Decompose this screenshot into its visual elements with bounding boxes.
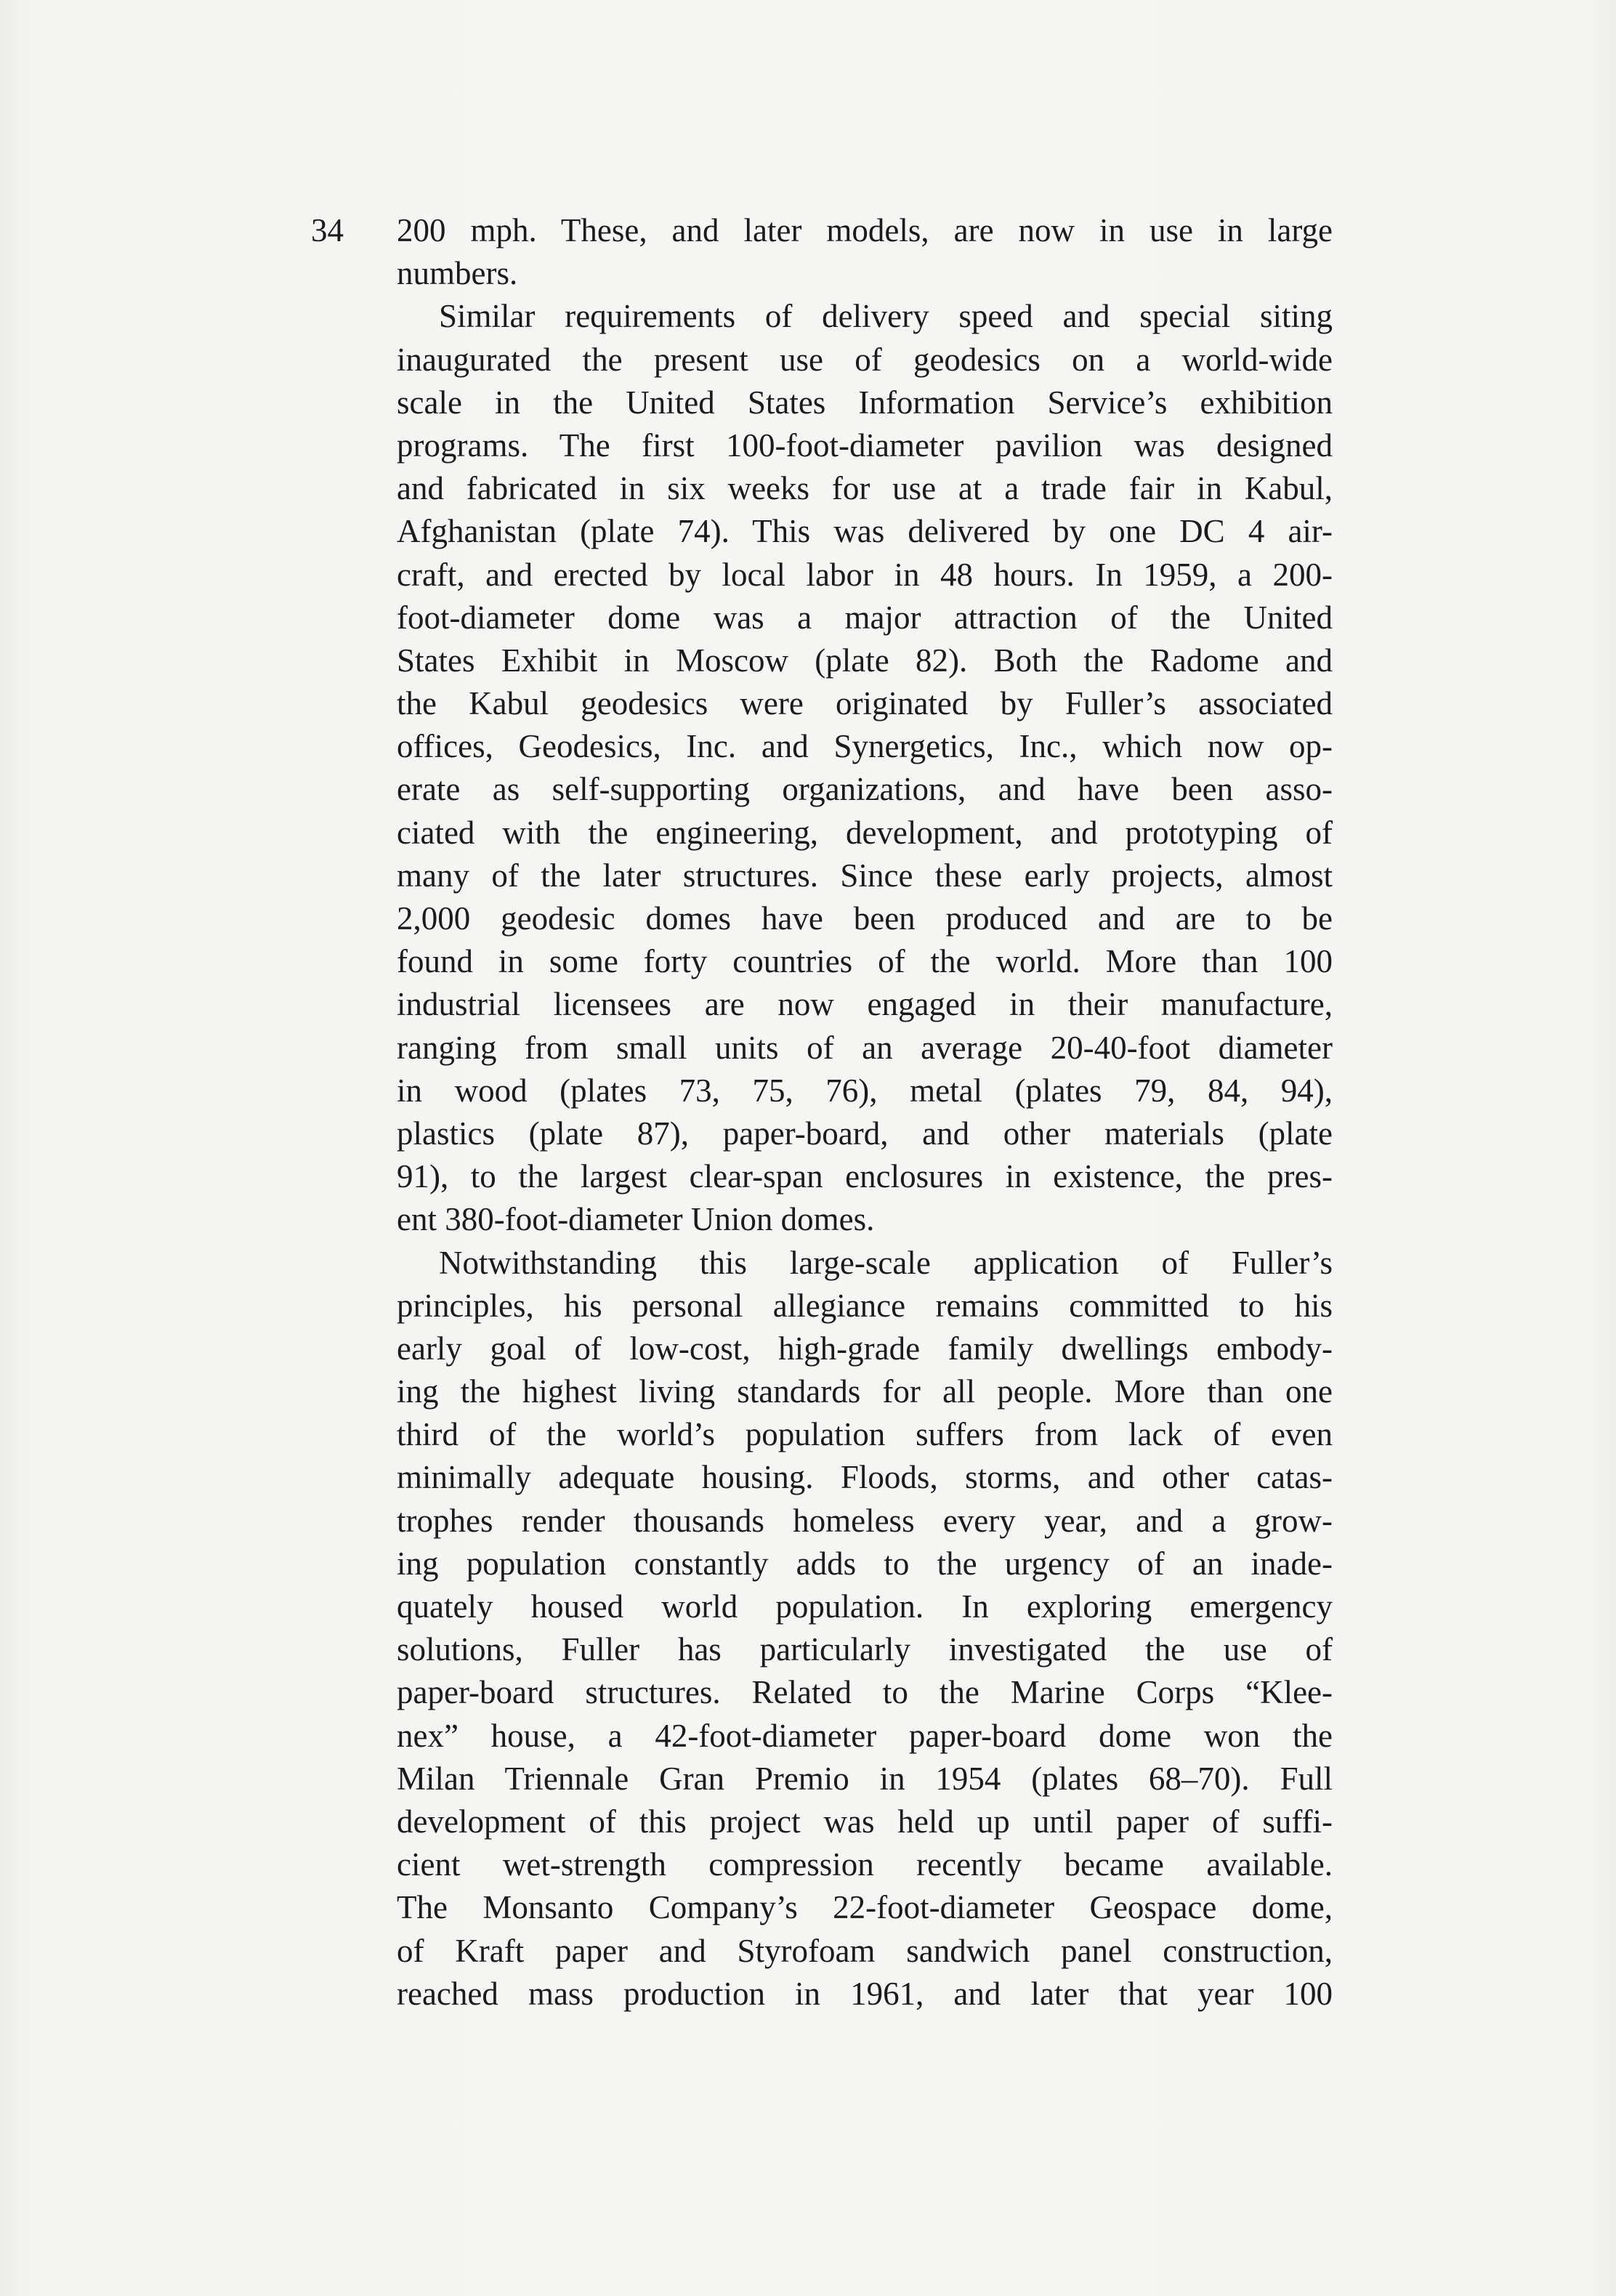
text-line: ing the highest living standards for all people. More than one <box>397 1373 1333 1410</box>
text-line: Milan Triennale Gran Premio in 1954 (plates 68–70). Full <box>397 1760 1333 1797</box>
text-line: development of this project was held up until paper of suffi- <box>397 1803 1333 1840</box>
text-line: reached mass production in 1961, and later that year 100 <box>397 1975 1333 2012</box>
text-line: the Kabul geodesics were originated by Fuller’s associated <box>397 685 1333 722</box>
text-line: ent 380-foot-diameter Union domes. <box>397 1201 875 1238</box>
text-line: The Monsanto Company’s 22-foot-diameter Geospace dome, <box>397 1889 1333 1926</box>
text-line: Similar requirements of delivery speed and special siting <box>439 298 1333 335</box>
page-number: 34 <box>311 212 344 248</box>
text-line: solutions, Fuller has particularly investigated the use of <box>397 1631 1333 1668</box>
text-line: 91), to the largest clear-span enclosures in existence, the pres- <box>397 1158 1333 1195</box>
paragraph <box>397 295 1333 1241</box>
text-line: offices, Geodesics, Inc. and Synergetics, Inc., which now op- <box>397 728 1333 765</box>
body-text <box>397 209 1333 2016</box>
text-line: principles, his personal allegiance remains committed to his <box>397 1287 1333 1324</box>
text-line: minimally adequate housing. Floods, storms, and other catas- <box>397 1459 1333 1496</box>
text-line: and fabricated in six weeks for use at a trade fair in Kabul, <box>397 470 1333 507</box>
text-line: of Kraft paper and Styrofoam sandwich panel construction, <box>397 1932 1333 1969</box>
text-line: trophes render thousands homeless every year, and a grow- <box>397 1502 1333 1539</box>
text-line: ranging from small units of an average 20-40-foot diameter <box>397 1029 1333 1066</box>
paragraph <box>397 209 1333 295</box>
text-line: craft, and erected by local labor in 48 hours. In 1959, a 200- <box>397 556 1333 593</box>
text-line: programs. The first 100-foot-diameter pavilion was designed <box>397 427 1333 464</box>
text-line: quately housed world population. In exploring emergency <box>397 1588 1333 1625</box>
text-line: Notwithstanding this large-scale application of Fuller’s <box>439 1244 1333 1281</box>
text-line: in wood (plates 73, 75, 76), metal (plates 79, 84, 94), <box>397 1072 1333 1109</box>
paragraph <box>397 1242 1333 2016</box>
text-line: found in some forty countries of the world. More than 100 <box>397 943 1333 980</box>
text-line: industrial licensees are now engaged in their manufacture, <box>397 986 1333 1023</box>
text-line: cient wet-strength compression recently became available. <box>397 1846 1333 1883</box>
text-line: 200 mph. These, and later models, are now in use in large <box>397 212 1333 248</box>
text-line: Afghanistan (plate 74). This was delivered by one DC 4 air- <box>397 513 1333 550</box>
text-line: foot-diameter dome was a major attraction of the United <box>397 599 1333 636</box>
text-line: early goal of low-cost, high-grade family dwellings embody- <box>397 1330 1333 1367</box>
text-line: ciated with the engineering, development, and prototyping of <box>397 814 1333 851</box>
text-line: third of the world’s population suffers from lack of even <box>397 1416 1333 1453</box>
text-line: nex” house, a 42-foot-diameter paper-board dome won the <box>397 1717 1333 1754</box>
text-line: numbers. <box>397 255 518 292</box>
text-line: paper-board structures. Related to the Marine Corps “Klee- <box>397 1674 1333 1711</box>
text-line: ing population constantly adds to the urgency of an inade- <box>397 1545 1333 1582</box>
text-line: scale in the United States Information Service’s exhibition <box>397 384 1333 421</box>
text-line: inaugurated the present use of geodesics on a world-wide <box>397 341 1333 378</box>
text-line: 2,000 geodesic domes have been produced and are to be <box>397 900 1333 937</box>
text-line: erate as self-supporting organizations, and have been asso- <box>397 771 1333 808</box>
text-line: States Exhibit in Moscow (plate 82). Both the Radome and <box>397 642 1333 679</box>
text-line: many of the later structures. Since these early projects, almost <box>397 857 1333 894</box>
text-line: plastics (plate 87), paper-board, and other materials (plate <box>397 1115 1333 1152</box>
